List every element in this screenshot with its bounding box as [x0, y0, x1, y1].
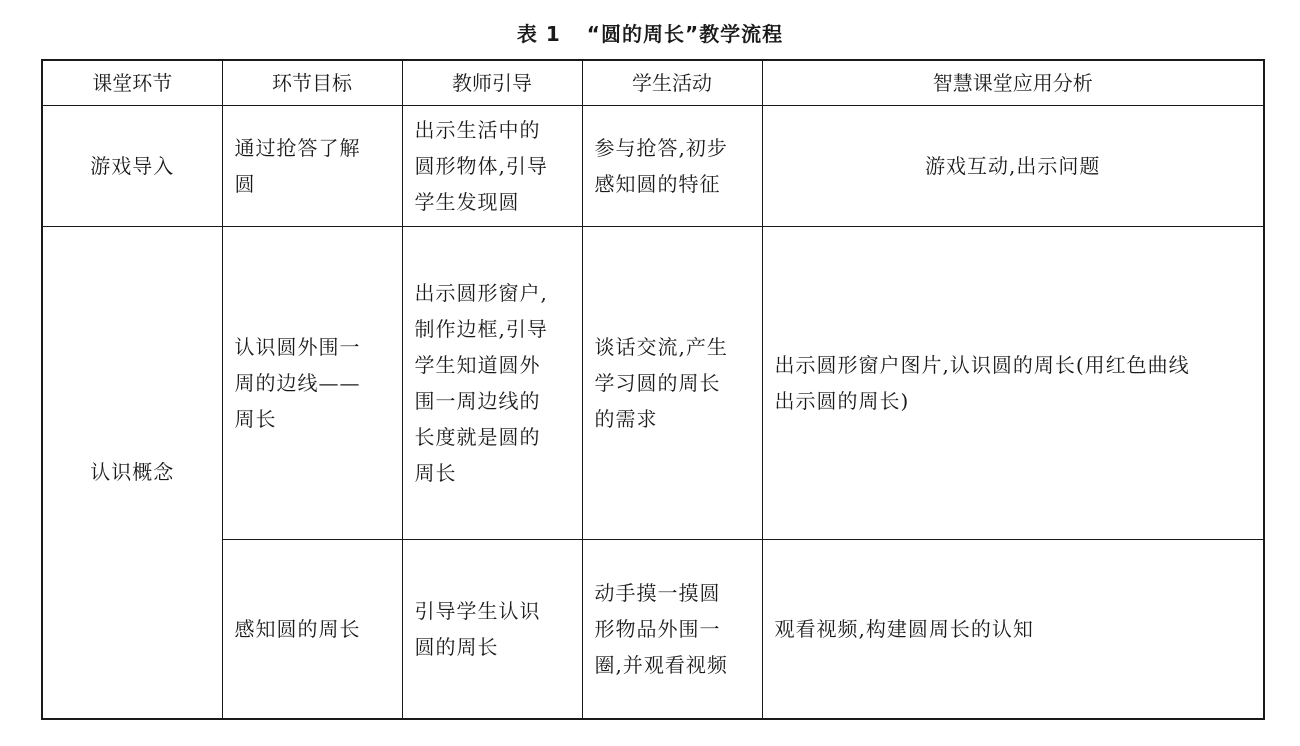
header-student: 学生活动: [582, 60, 762, 105]
cell-teacher: 出示圆形窗户, 制作边框,引导 学生知道圆外 围一周边线的 长度就是圆的 周长: [402, 226, 582, 539]
cell-student: 参与抢答,初步 感知圆的特征: [582, 105, 762, 226]
cell-goal: 感知圆的周长: [222, 539, 402, 719]
cell-teacher: 出示生活中的 圆形物体,引导 学生发现圆: [402, 105, 582, 226]
cell-analysis: 观看视频,构建圆周长的认知: [762, 539, 1264, 719]
cell-goal: 认识圆外围一 周的边线—— 周长: [222, 226, 402, 539]
table-row: [42, 539, 1264, 719]
cell-teacher: 引导学生认识 圆的周长: [402, 539, 582, 719]
table-caption: [0, 18, 1300, 47]
cell-goal: 通过抢答了解 圆: [222, 105, 402, 226]
header-stage: 课堂环节: [42, 60, 222, 105]
table-header-row: [42, 60, 1264, 105]
cell-student: 动手摸一摸圆 形物品外围一 圈,并观看视频: [582, 539, 762, 719]
teaching-flow-table: [41, 59, 1265, 720]
cell-analysis: 出示圆形窗户图片,认识圆的周长(用红色曲线 出示圆的周长): [762, 226, 1264, 539]
header-analysis: 智慧课堂应用分析: [762, 60, 1264, 105]
table-row: [42, 105, 1264, 226]
table-title: “圆的周长”教学流程: [586, 22, 784, 46]
cell-analysis: 游戏互动,出示问题: [762, 105, 1264, 226]
table-row: [42, 226, 1264, 539]
cell-stage: 认识概念: [42, 226, 222, 719]
cell-stage: 游戏导入: [42, 105, 222, 226]
table-number: 表 1: [516, 22, 561, 46]
header-teacher: 教师引导: [402, 60, 582, 105]
header-goal: 环节目标: [222, 60, 402, 105]
cell-student: 谈话交流,产生 学习圆的周长 的需求: [582, 226, 762, 539]
